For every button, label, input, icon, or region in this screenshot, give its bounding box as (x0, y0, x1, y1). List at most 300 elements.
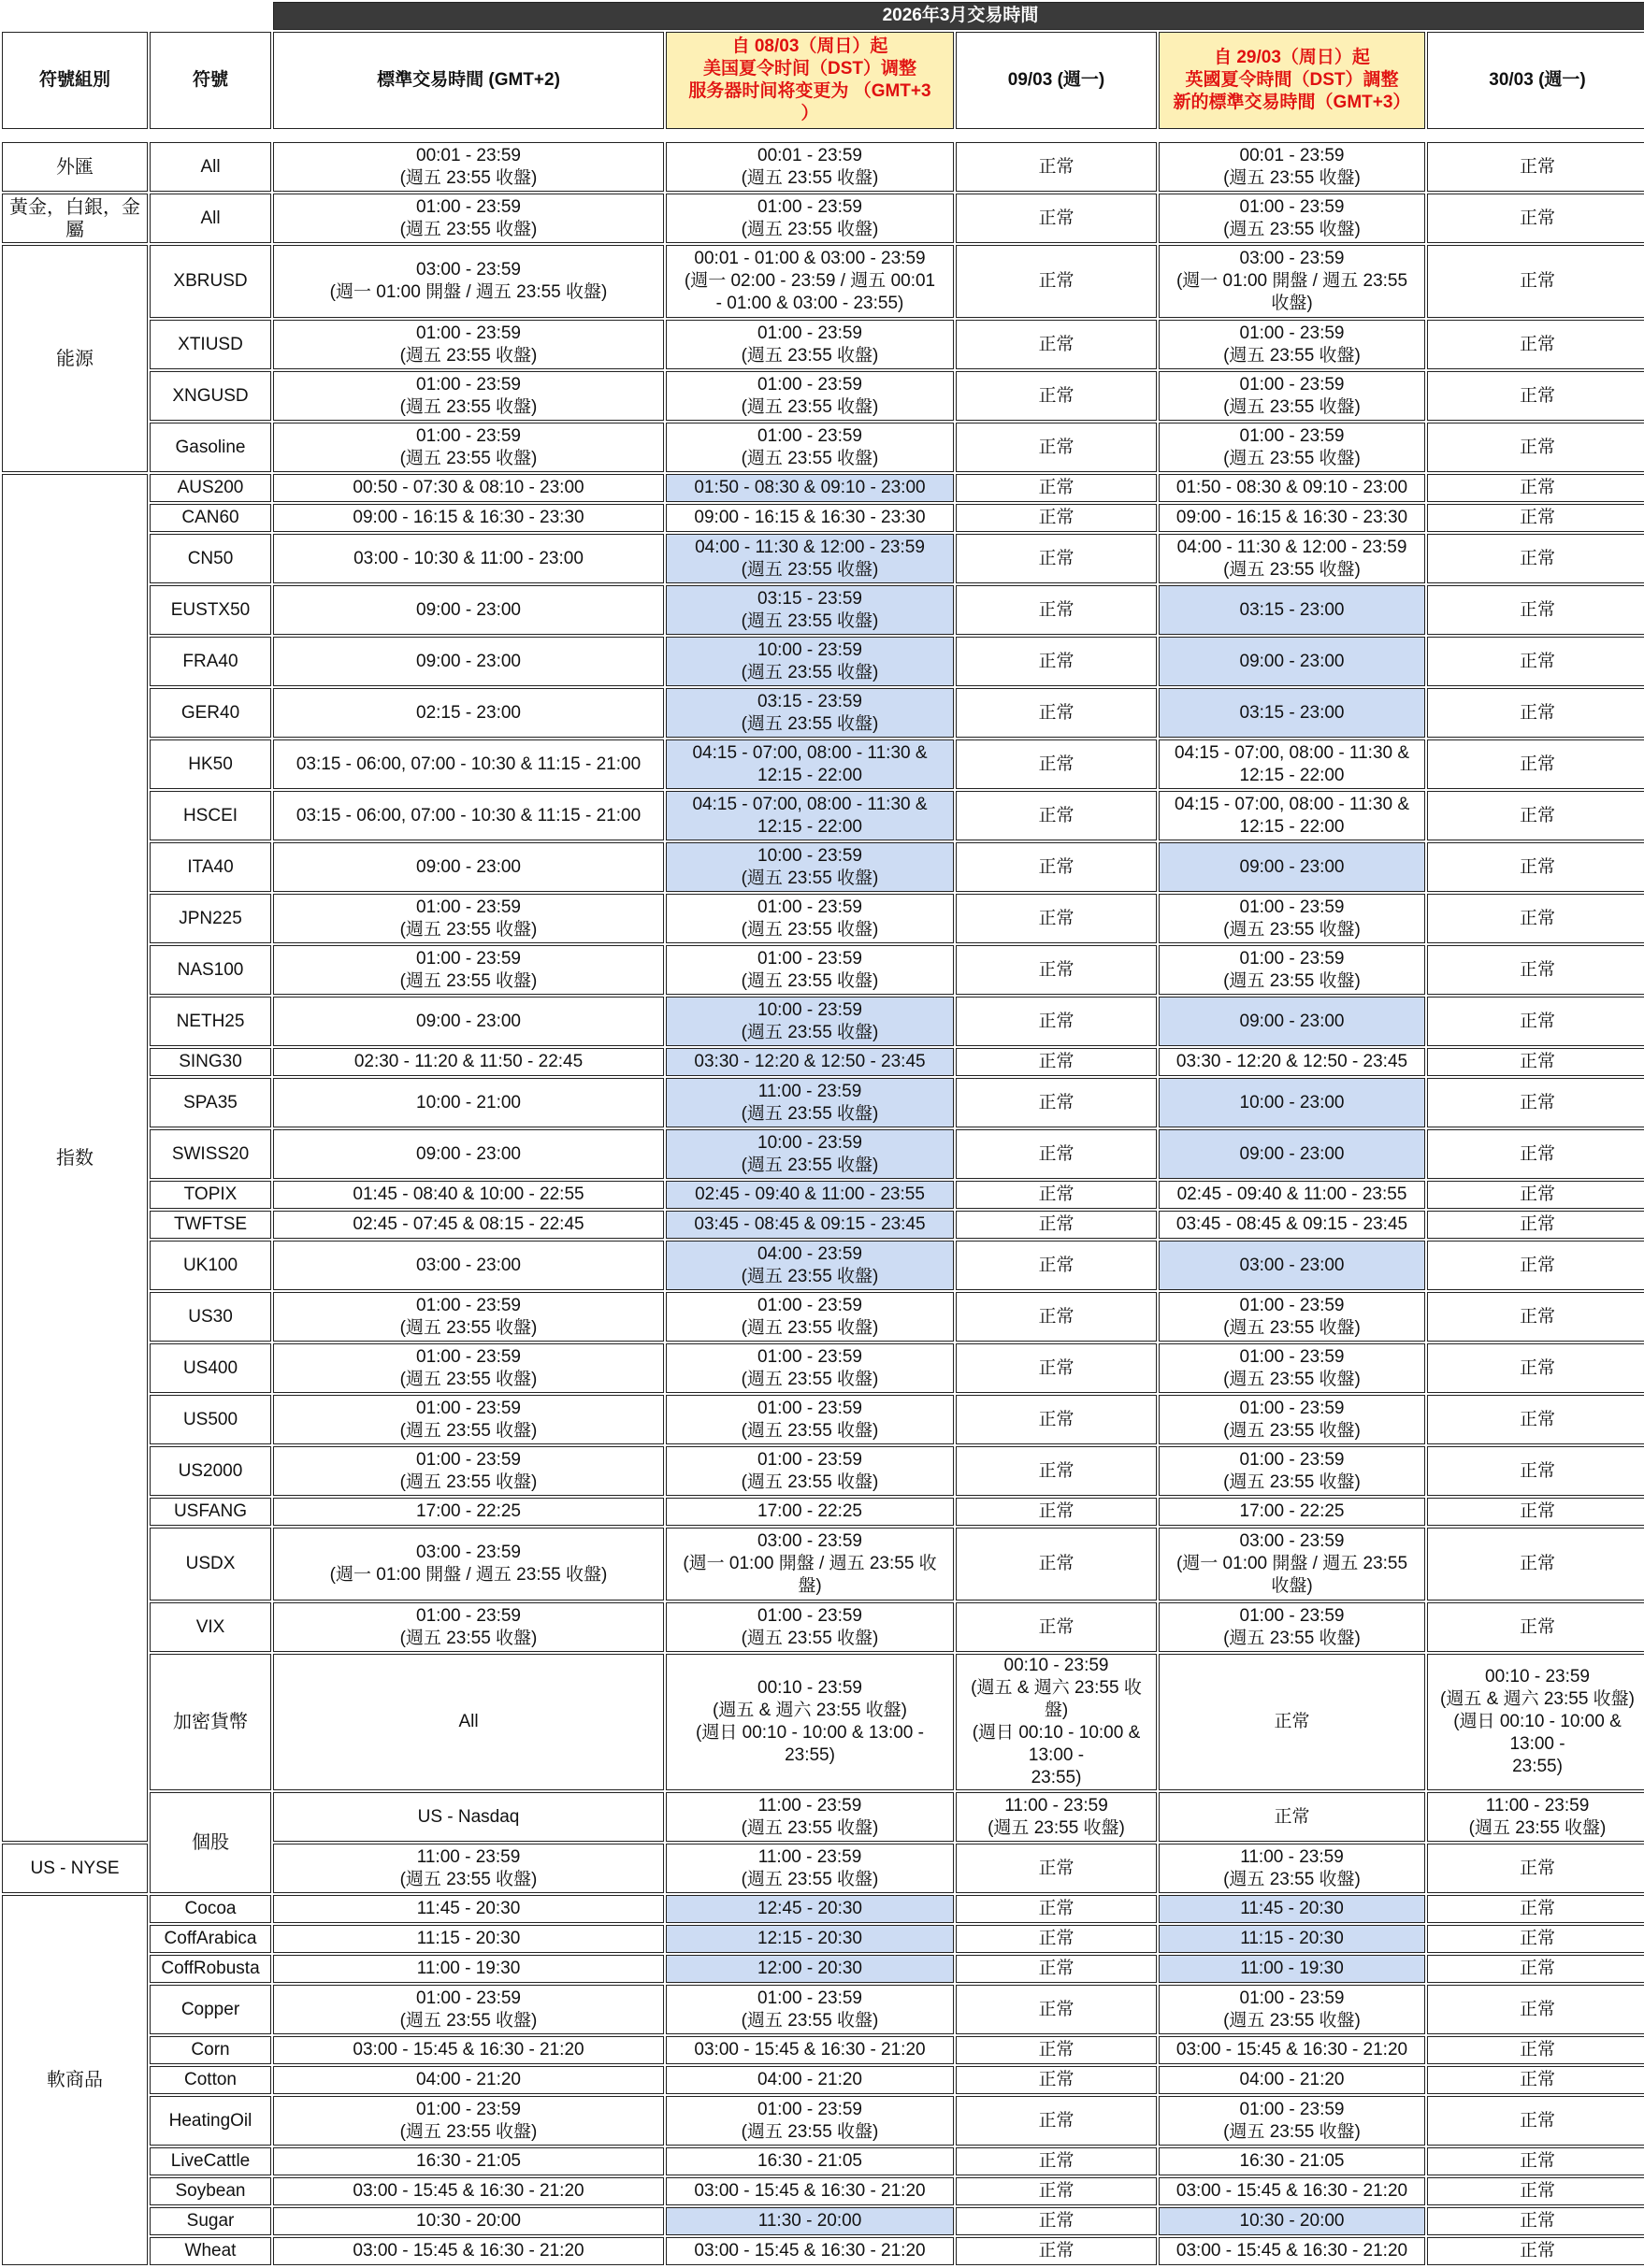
symbol-cell: NAS100 (150, 945, 271, 995)
status-0903-cell: 正常 (956, 320, 1157, 369)
uk-dst-hours-cell: 03:15 - 23:00 (1159, 585, 1425, 635)
uk-dst-hours-cell: 01:00 - 23:59 (週五 23:55 收盤) (1159, 423, 1425, 472)
table-row (2, 2066, 1644, 2094)
symbol-cell: Corn (150, 2036, 271, 2064)
us-dst-hours-cell: 09:00 - 16:15 & 16:30 - 23:30 (666, 504, 954, 532)
status-0903-cell: 正常 (956, 504, 1157, 532)
standard-hours-cell: 11:00 - 23:59 (週五 23:55 收盤) (273, 1844, 664, 1893)
table-row (2, 2177, 1644, 2205)
symbol-cell: US400 (150, 1343, 271, 1393)
status-3003-cell: 正常 (1427, 474, 1644, 502)
uk-dst-hours-cell: 04:15 - 07:00, 08:00 - 11:30 & 12:15 - 22:00 (1159, 739, 1425, 789)
table-row (2, 1602, 1644, 1652)
status-0903-cell: 正常 (1159, 1792, 1425, 1842)
table-row (2, 945, 1644, 995)
symbol-cell: XTIUSD (150, 320, 271, 369)
us-dst-hours-cell: 01:00 - 23:59 (週五 23:55 收盤) (666, 945, 954, 995)
status-3003-cell: 正常 (1427, 1343, 1644, 1393)
table-row (2, 194, 1644, 243)
uk-dst-hours-cell: 03:00 - 23:59 (週一 01:00 開盤 / 週五 23:55 收盤) (1159, 245, 1425, 318)
uk-dst-hours-cell: 09:00 - 23:00 (1159, 842, 1425, 892)
uk-dst-hours-cell: 03:45 - 08:45 & 09:15 - 23:45 (1159, 1211, 1425, 1239)
us-dst-hours-cell: 11:00 - 23:59 (週五 23:55 收盤) (956, 1792, 1157, 1842)
standard-hours-cell: 01:00 - 23:59 (週五 23:55 收盤) (273, 194, 664, 243)
symbol-cell: TOPIX (150, 1181, 271, 1209)
us-dst-hours-cell: 03:00 - 15:45 & 16:30 - 21:20 (666, 2177, 954, 2205)
symbol-cell: Wheat (150, 2237, 271, 2265)
status-0903-cell: 正常 (956, 2066, 1157, 2094)
uk-dst-hours-cell: 01:00 - 23:59 (週五 23:55 收盤) (1159, 2096, 1425, 2146)
us-dst-hours-cell: 01:00 - 23:59 (週五 23:55 收盤) (666, 371, 954, 421)
standard-hours-cell: 01:45 - 08:40 & 10:00 - 22:55 (273, 1181, 664, 1209)
standard-hours-cell: 10:00 - 21:00 (273, 1078, 664, 1127)
uk-dst-hours-cell: 03:00 - 23:59 (週一 01:00 開盤 / 週五 23:55 收盤) (1159, 1528, 1425, 1601)
symbol-cell: Cotton (150, 2066, 271, 2094)
symbol-cell: SPA35 (150, 1078, 271, 1127)
us-dst-hours-cell: 04:00 - 23:59 (週五 23:55 收盤) (666, 1241, 954, 1290)
symbol-cell: USFANG (150, 1498, 271, 1526)
table-row (2, 2036, 1644, 2064)
uk-dst-hours-cell: 01:00 - 23:59 (週五 23:55 收盤) (1159, 1985, 1425, 2034)
status-3003-cell: 正常 (1427, 945, 1644, 995)
status-0903-cell: 正常 (956, 534, 1157, 583)
status-3003-cell: 正常 (1427, 1498, 1644, 1526)
standard-hours-cell: 04:00 - 21:20 (273, 2066, 664, 2094)
status-3003-cell: 正常 (1427, 1129, 1644, 1179)
uk-dst-hours-cell: 01:00 - 23:59 (週五 23:55 收盤) (1159, 894, 1425, 943)
status-3003-cell: 正常 (1427, 2066, 1644, 2094)
table-row (2, 2147, 1644, 2175)
standard-hours-cell: 03:00 - 15:45 & 16:30 - 21:20 (273, 2036, 664, 2064)
status-0903-cell: 正常 (956, 1498, 1157, 1526)
status-3003-cell: 正常 (1427, 791, 1644, 840)
table-row (2, 1792, 1644, 1842)
status-3003-cell: 正常 (1427, 2147, 1644, 2175)
us-dst-hours-cell: 03:00 - 15:45 & 16:30 - 21:20 (666, 2036, 954, 2064)
status-3003-cell: 正常 (1427, 688, 1644, 738)
symbol-cell: HeatingOil (150, 2096, 271, 2146)
status-3003-cell: 正常 (1427, 894, 1644, 943)
table-row (2, 474, 1644, 502)
uk-dst-hours-cell: 01:00 - 23:59 (週五 23:55 收盤) (1159, 1343, 1425, 1393)
us-dst-hours-cell: 01:50 - 08:30 & 09:10 - 23:00 (666, 474, 954, 502)
table-row (2, 1211, 1644, 1239)
table-row (2, 2207, 1644, 2235)
status-0903-cell: 正常 (956, 945, 1157, 995)
status-0903-cell: 正常 (956, 585, 1157, 635)
header-3003: 30/03 (週一) (1427, 32, 1644, 129)
symbol-cell: CN50 (150, 534, 271, 583)
us-dst-hours-cell: 11:30 - 20:00 (666, 2207, 954, 2235)
uk-dst-hours-cell: 00:01 - 23:59 (週五 23:55 收盤) (1159, 142, 1425, 192)
status-0903-cell: 正常 (956, 894, 1157, 943)
us-dst-hours-cell: 01:00 - 23:59 (週五 23:55 收盤) (666, 194, 954, 243)
standard-hours-cell: 02:45 - 07:45 & 08:15 - 22:45 (273, 1211, 664, 1239)
table-row (2, 142, 1644, 192)
us-dst-hours-cell: 10:00 - 23:59 (週五 23:55 收盤) (666, 997, 954, 1046)
standard-hours-cell: 09:00 - 23:00 (273, 585, 664, 635)
standard-hours-cell: 01:00 - 23:59 (週五 23:55 收盤) (273, 320, 664, 369)
table-row (2, 2237, 1644, 2265)
us-dst-hours-cell: 12:00 - 20:30 (666, 1955, 954, 1983)
status-0903-cell: 正常 (956, 739, 1157, 789)
table-row (2, 1528, 1644, 1601)
standard-hours-cell: 01:00 - 23:59 (週五 23:55 收盤) (273, 2096, 664, 2146)
status-0903-cell: 正常 (956, 1343, 1157, 1393)
uk-dst-hours-cell: 11:00 - 23:59 (週五 23:55 收盤) (1427, 1792, 1644, 1842)
symbol-cell: USDX (150, 1528, 271, 1601)
symbol-cell: UK100 (150, 1241, 271, 1290)
group-cell: 外匯 (2, 142, 148, 192)
status-0903-cell: 正常 (956, 2207, 1157, 2235)
status-3003-cell: 正常 (1427, 842, 1644, 892)
status-0903-cell: 正常 (956, 1181, 1157, 1209)
standard-hours-cell: 03:00 - 10:30 & 11:00 - 23:00 (273, 534, 664, 583)
status-0903-cell: 正常 (956, 791, 1157, 840)
uk-dst-hours-cell: 01:00 - 23:59 (週五 23:55 收盤) (1159, 320, 1425, 369)
group-cell: 黃金，白銀，金屬 (2, 194, 148, 243)
standard-hours-cell: 09:00 - 23:00 (273, 637, 664, 686)
symbol-cell: US - Nasdaq (273, 1792, 664, 1842)
symbol-cell: Soybean (150, 2177, 271, 2205)
status-3003-cell: 正常 (1427, 1048, 1644, 1076)
table-title: 2026年3月交易時間 (273, 2, 1644, 30)
status-3003-cell: 正常 (1427, 585, 1644, 635)
us-dst-hours-cell: 01:00 - 23:59 (週五 23:55 收盤) (666, 1602, 954, 1652)
group-cell: 軟商品 (2, 1895, 148, 2265)
status-3003-cell: 正常 (1427, 504, 1644, 532)
header-group: 符號組別 (2, 32, 148, 129)
symbol-cell: SING30 (150, 1048, 271, 1076)
uk-dst-hours-cell: 11:15 - 20:30 (1159, 1925, 1425, 1953)
symbol-cell: XBRUSD (150, 245, 271, 318)
uk-dst-hours-cell: 04:15 - 07:00, 08:00 - 11:30 & 12:15 - 22:00 (1159, 791, 1425, 840)
symbol-cell: All (150, 142, 271, 192)
symbol-cell: Gasoline (150, 423, 271, 472)
uk-dst-hours-cell: 09:00 - 23:00 (1159, 637, 1425, 686)
table-row (2, 1343, 1644, 1393)
standard-hours-cell: 00:50 - 07:30 & 08:10 - 23:00 (273, 474, 664, 502)
standard-hours-cell: 01:00 - 23:59 (週五 23:55 收盤) (273, 1602, 664, 1652)
symbol-cell: AUS200 (150, 474, 271, 502)
status-0903-cell: 正常 (956, 688, 1157, 738)
us-dst-hours-cell: 00:10 - 23:59 (週五 & 週六 23:55 收盤) (週日 00:10 - 10:00 & 13:00 - 23:55) (956, 1654, 1157, 1790)
us-dst-hours-cell: 01:00 - 23:59 (週五 23:55 收盤) (666, 1292, 954, 1342)
symbol-cell: EUSTX50 (150, 585, 271, 635)
uk-dst-hours-cell: 10:30 - 20:00 (1159, 2207, 1425, 2235)
us-dst-hours-cell: 03:30 - 12:20 & 12:50 - 23:45 (666, 1048, 954, 1076)
symbol-cell: HK50 (150, 739, 271, 789)
status-0903-cell: 正常 (956, 1211, 1157, 1239)
table-row (2, 423, 1644, 472)
header-standard: 標準交易時間 (GMT+2) (273, 32, 664, 129)
us-dst-hours-cell: 04:00 - 21:20 (666, 2066, 954, 2094)
uk-dst-hours-cell: 09:00 - 23:00 (1159, 997, 1425, 1046)
status-3003-cell: 正常 (1427, 1395, 1644, 1444)
symbol-cell: US500 (150, 1395, 271, 1444)
standard-hours-cell: 10:30 - 20:00 (273, 2207, 664, 2235)
table-row (2, 320, 1644, 369)
table-row (2, 894, 1644, 943)
status-0903-cell: 正常 (956, 1395, 1157, 1444)
uk-dst-hours-cell: 03:00 - 15:45 & 16:30 - 21:20 (1159, 2177, 1425, 2205)
us-dst-hours-cell: 03:15 - 23:59 (週五 23:55 收盤) (666, 688, 954, 738)
standard-hours-cell: 01:00 - 23:59 (週五 23:55 收盤) (273, 1292, 664, 1342)
status-0903-cell: 正常 (956, 637, 1157, 686)
status-3003-cell: 正常 (1427, 1528, 1644, 1601)
uk-dst-hours-cell: 17:00 - 22:25 (1159, 1498, 1425, 1526)
us-dst-hours-cell: 12:15 - 20:30 (666, 1925, 954, 1953)
us-dst-hours-cell: 00:01 - 01:00 & 03:00 - 23:59 (週一 02:00 - 23:59 / 週五 00:01 - 01:00 & 03:00 - 23:55) (666, 245, 954, 318)
status-0903-cell: 正常 (956, 1292, 1157, 1342)
status-3003-cell: 正常 (1427, 194, 1644, 243)
table-row (2, 2096, 1644, 2146)
symbol-cell: CoffArabica (150, 1925, 271, 1953)
uk-dst-hours-cell: 03:30 - 12:20 & 12:50 - 23:45 (1159, 1048, 1425, 1076)
blank-corner (2, 2, 271, 30)
status-3003-cell: 正常 (1427, 1985, 1644, 2034)
us-dst-hours-cell: 01:00 - 23:59 (週五 23:55 收盤) (666, 1446, 954, 1496)
table-row (2, 1654, 1644, 1790)
table-row (2, 504, 1644, 532)
uk-dst-hours-cell: 01:00 - 23:59 (週五 23:55 收盤) (1159, 194, 1425, 243)
status-0903-cell: 正常 (956, 997, 1157, 1046)
status-3003-cell: 正常 (1427, 1955, 1644, 1983)
status-3003-cell: 正常 (1427, 1078, 1644, 1127)
standard-hours-cell: 09:00 - 23:00 (273, 842, 664, 892)
status-3003-cell: 正常 (1427, 1895, 1644, 1923)
table-row (2, 637, 1644, 686)
standard-hours-cell: 11:00 - 19:30 (273, 1955, 664, 1983)
symbol-cell: US2000 (150, 1446, 271, 1496)
header-uk-dst: 自 29/03（周日）起 英國夏令時間（DST）調整 新的標準交易時間（GMT+3） (1159, 32, 1425, 129)
us-dst-hours-cell: 01:00 - 23:59 (週五 23:55 收盤) (666, 423, 954, 472)
status-0903-cell: 正常 (956, 142, 1157, 192)
us-dst-hours-cell: 10:00 - 23:59 (週五 23:55 收盤) (666, 637, 954, 686)
symbol-cell: Cocoa (150, 1895, 271, 1923)
us-dst-hours-cell: 03:00 - 15:45 & 16:30 - 21:20 (666, 2237, 954, 2265)
table-row (2, 1895, 1644, 1923)
status-0903-cell: 正常 (956, 1985, 1157, 2034)
standard-hours-cell: 03:00 - 23:00 (273, 1241, 664, 1290)
status-0903-cell: 正常 (956, 474, 1157, 502)
header-us-dst: 自 08/03（周日）起 美国夏令时间（DST）调整 服务器时间将变更为 （GMT+3 ） (666, 32, 954, 129)
us-dst-hours-cell: 00:01 - 23:59 (週五 23:55 收盤) (666, 142, 954, 192)
group-cell: 加密貨幣 (150, 1654, 271, 1790)
status-3003-cell: 正常 (1427, 1241, 1644, 1290)
standard-hours-cell: 02:15 - 23:00 (273, 688, 664, 738)
status-3003-cell: 正常 (1427, 1844, 1644, 1893)
symbol-cell: FRA40 (150, 637, 271, 686)
us-dst-hours-cell: 01:00 - 23:59 (週五 23:55 收盤) (666, 1395, 954, 1444)
header-spacer (2, 131, 1644, 140)
symbol-cell: Sugar (150, 2207, 271, 2235)
status-3003-cell: 正常 (1427, 1925, 1644, 1953)
symbol-cell: VIX (150, 1602, 271, 1652)
symbol-cell: US30 (150, 1292, 271, 1342)
status-0903-cell: 正常 (956, 1048, 1157, 1076)
uk-dst-hours-cell: 01:00 - 23:59 (週五 23:55 收盤) (1159, 1446, 1425, 1496)
status-3003-cell: 正常 (1427, 142, 1644, 192)
us-dst-hours-cell: 01:00 - 23:59 (週五 23:55 收盤) (666, 320, 954, 369)
standard-hours-cell: 00:10 - 23:59 (週五 & 週六 23:55 收盤) (週日 00:10 - 10:00 & 13:00 - 23:55) (666, 1654, 954, 1790)
status-0903-cell: 正常 (956, 1955, 1157, 1983)
symbol-cell: XNGUSD (150, 371, 271, 421)
status-0903-cell: 正常 (956, 245, 1157, 318)
uk-dst-hours-cell: 04:00 - 21:20 (1159, 2066, 1425, 2094)
group-cell: 個股 (150, 1792, 271, 1893)
standard-hours-cell: 03:00 - 23:59 (週一 01:00 開盤 / 週五 23:55 收盤) (273, 245, 664, 318)
group-cell: 能源 (2, 245, 148, 472)
us-dst-hours-cell: 03:15 - 23:59 (週五 23:55 收盤) (666, 585, 954, 635)
uk-dst-hours-cell: 11:00 - 23:59 (週五 23:55 收盤) (1159, 1844, 1425, 1893)
status-0903-cell: 正常 (956, 1844, 1157, 1893)
us-dst-hours-cell: 10:00 - 23:59 (週五 23:55 收盤) (666, 842, 954, 892)
uk-dst-hours-cell: 01:00 - 23:59 (週五 23:55 收盤) (1159, 371, 1425, 421)
uk-dst-hours-cell: 04:00 - 11:30 & 12:00 - 23:59 (週五 23:55 收盤) (1159, 534, 1425, 583)
symbol-cell: LiveCattle (150, 2147, 271, 2175)
header-symbol: 符號 (150, 32, 271, 129)
status-3003-cell: 正常 (1427, 1181, 1644, 1209)
status-3003-cell: 正常 (1427, 534, 1644, 583)
standard-hours-cell: 09:00 - 23:00 (273, 1129, 664, 1179)
standard-hours-cell: 16:30 - 21:05 (273, 2147, 664, 2175)
standard-hours-cell: 11:00 - 23:59 (週五 23:55 收盤) (666, 1792, 954, 1842)
table-row (2, 997, 1644, 1046)
us-dst-hours-cell: 03:00 - 23:59 (週一 01:00 開盤 / 週五 23:55 收 盤) (666, 1528, 954, 1601)
status-0903-cell: 正常 (956, 1925, 1157, 1953)
status-3003-cell: 正常 (1427, 637, 1644, 686)
status-0903-cell: 正常 (956, 1528, 1157, 1601)
uk-dst-hours-cell: 10:00 - 23:00 (1159, 1078, 1425, 1127)
table-row (2, 245, 1644, 318)
status-3003-cell: 正常 (1427, 997, 1644, 1046)
table-row (2, 585, 1644, 635)
standard-hours-cell: 09:00 - 16:15 & 16:30 - 23:30 (273, 504, 664, 532)
status-3003-cell: 正常 (1427, 320, 1644, 369)
standard-hours-cell: 03:00 - 23:59 (週一 01:00 開盤 / 週五 23:55 收盤) (273, 1528, 664, 1601)
us-dst-hours-cell: 01:00 - 23:59 (週五 23:55 收盤) (666, 1343, 954, 1393)
standard-hours-cell: 03:15 - 06:00, 07:00 - 10:30 & 11:15 - 21:00 (273, 791, 664, 840)
standard-hours-cell: 03:00 - 15:45 & 16:30 - 21:20 (273, 2237, 664, 2265)
status-0903-cell: 正常 (956, 194, 1157, 243)
standard-hours-cell: 11:45 - 20:30 (273, 1895, 664, 1923)
standard-hours-cell: 00:01 - 23:59 (週五 23:55 收盤) (273, 142, 664, 192)
us-dst-hours-cell: 17:00 - 22:25 (666, 1498, 954, 1526)
uk-dst-hours-cell: 01:00 - 23:59 (週五 23:55 收盤) (1159, 1395, 1425, 1444)
table-row (2, 534, 1644, 583)
standard-hours-cell: 01:00 - 23:59 (週五 23:55 收盤) (273, 423, 664, 472)
standard-hours-cell: 03:15 - 06:00, 07:00 - 10:30 & 11:15 - 21:00 (273, 739, 664, 789)
status-0903-cell: 正常 (956, 2096, 1157, 2146)
standard-hours-cell: 01:00 - 23:59 (週五 23:55 收盤) (273, 1395, 664, 1444)
status-0903-cell: 正常 (956, 842, 1157, 892)
status-3003-cell: 正常 (1427, 371, 1644, 421)
status-3003-cell: 正常 (1427, 1211, 1644, 1239)
symbol-cell: Copper (150, 1985, 271, 2034)
standard-hours-cell: 01:00 - 23:59 (週五 23:55 收盤) (273, 1985, 664, 2034)
table-row (2, 1955, 1644, 1983)
status-0903-cell: 正常 (956, 2147, 1157, 2175)
status-0903-cell: 正常 (956, 1446, 1157, 1496)
table-row (2, 688, 1644, 738)
symbol-cell: NETH25 (150, 997, 271, 1046)
status-0903-cell: 正常 (956, 423, 1157, 472)
symbol-cell: CoffRobusta (150, 1955, 271, 1983)
standard-hours-cell: 01:00 - 23:59 (週五 23:55 收盤) (273, 371, 664, 421)
status-3003-cell: 正常 (1427, 2036, 1644, 2064)
uk-dst-hours-cell: 11:45 - 20:30 (1159, 1895, 1425, 1923)
symbol-cell: GER40 (150, 688, 271, 738)
standard-hours-cell: 01:00 - 23:59 (週五 23:55 收盤) (273, 1343, 664, 1393)
uk-dst-hours-cell: 03:15 - 23:00 (1159, 688, 1425, 738)
uk-dst-hours-cell: 09:00 - 16:15 & 16:30 - 23:30 (1159, 504, 1425, 532)
status-3003-cell: 正常 (1427, 2177, 1644, 2205)
status-3003-cell: 正常 (1427, 423, 1644, 472)
status-0903-cell: 正常 (956, 1241, 1157, 1290)
us-dst-hours-cell: 04:15 - 07:00, 08:00 - 11:30 & 12:15 - 22:00 (666, 791, 954, 840)
symbol-cell: SWISS20 (150, 1129, 271, 1179)
uk-dst-hours-cell: 01:00 - 23:59 (週五 23:55 收盤) (1159, 1602, 1425, 1652)
uk-dst-hours-cell: 03:00 - 23:00 (1159, 1241, 1425, 1290)
status-3003-cell: 正常 (1427, 245, 1644, 318)
symbol-cell: All (273, 1654, 664, 1790)
us-dst-hours-cell: 02:45 - 09:40 & 11:00 - 23:55 (666, 1181, 954, 1209)
table-row (2, 1395, 1644, 1444)
uk-dst-hours-cell: 16:30 - 21:05 (1159, 2147, 1425, 2175)
us-dst-hours-cell: 01:00 - 23:59 (週五 23:55 收盤) (666, 894, 954, 943)
table-row (2, 1078, 1644, 1127)
table-row (2, 842, 1644, 892)
uk-dst-hours-cell: 01:50 - 08:30 & 09:10 - 23:00 (1159, 474, 1425, 502)
status-0903-cell: 正常 (956, 2237, 1157, 2265)
us-dst-hours-cell: 04:00 - 11:30 & 12:00 - 23:59 (週五 23:55 收盤) (666, 534, 954, 583)
uk-dst-hours-cell: 01:00 - 23:59 (週五 23:55 收盤) (1159, 1292, 1425, 1342)
table-row (2, 1446, 1644, 1496)
standard-hours-cell: 01:00 - 23:59 (週五 23:55 收盤) (273, 894, 664, 943)
status-3003-cell: 正常 (1427, 1446, 1644, 1496)
symbol-cell: HSCEI (150, 791, 271, 840)
table-row (2, 1498, 1644, 1526)
status-0903-cell: 正常 (956, 1602, 1157, 1652)
symbol-cell: US - NYSE (2, 1844, 148, 1893)
status-0903-cell: 正常 (956, 2177, 1157, 2205)
us-dst-hours-cell: 11:00 - 23:59 (週五 23:55 收盤) (666, 1078, 954, 1127)
standard-hours-cell: 03:00 - 15:45 & 16:30 - 21:20 (273, 2177, 664, 2205)
uk-dst-hours-cell: 00:10 - 23:59 (週五 & 週六 23:55 收盤) (週日 00:10 - 10:00 & 13:00 - 23:55) (1427, 1654, 1644, 1790)
status-3003-cell: 正常 (1427, 2096, 1644, 2146)
uk-dst-hours-cell: 02:45 - 09:40 & 11:00 - 23:55 (1159, 1181, 1425, 1209)
status-0903-cell: 正常 (956, 1895, 1157, 1923)
us-dst-hours-cell: 10:00 - 23:59 (週五 23:55 收盤) (666, 1129, 954, 1179)
table-row (2, 1048, 1644, 1076)
table-row (2, 1181, 1644, 1209)
us-dst-hours-cell: 16:30 - 21:05 (666, 2147, 954, 2175)
standard-hours-cell: 02:30 - 11:20 & 11:50 - 22:45 (273, 1048, 664, 1076)
table-body (2, 142, 1644, 2265)
group-cell: 指数 (2, 474, 148, 1842)
table-row (2, 739, 1644, 789)
header-row (2, 32, 1644, 129)
uk-dst-hours-cell: 03:00 - 15:45 & 16:30 - 21:20 (1159, 2237, 1425, 2265)
uk-dst-hours-cell: 01:00 - 23:59 (週五 23:55 收盤) (1159, 945, 1425, 995)
header-0903: 09/03 (週一) (956, 32, 1157, 129)
standard-hours-cell: 09:00 - 23:00 (273, 997, 664, 1046)
us-dst-hours-cell: 04:15 - 07:00, 08:00 - 11:30 & 12:15 - 22:00 (666, 739, 954, 789)
symbol-cell: JPN225 (150, 894, 271, 943)
uk-dst-hours-cell: 09:00 - 23:00 (1159, 1129, 1425, 1179)
status-3003-cell: 正常 (1427, 2207, 1644, 2235)
